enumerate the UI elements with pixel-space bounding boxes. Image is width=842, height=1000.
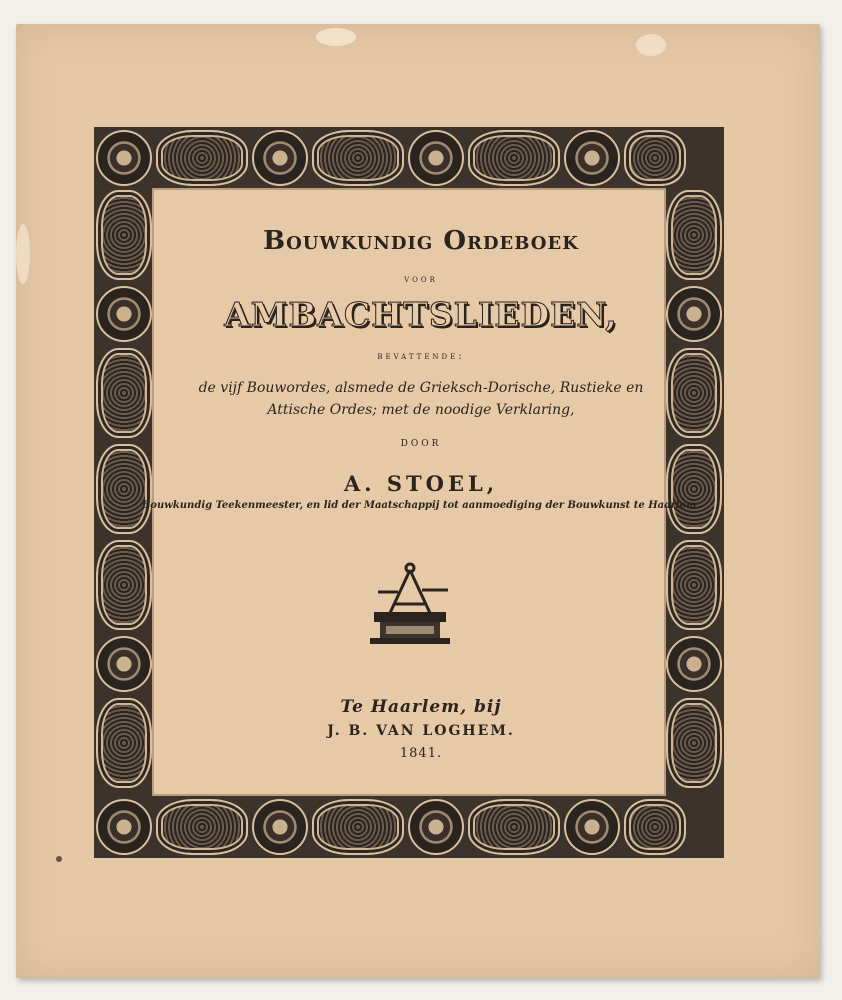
architecture-tools-icon bbox=[368, 560, 452, 650]
rosette-ornament bbox=[252, 130, 308, 186]
floral-cartouche bbox=[156, 799, 248, 855]
rosette-ornament bbox=[408, 130, 464, 186]
paper-stain bbox=[636, 34, 666, 56]
description bbox=[0, 377, 842, 421]
rosette-ornament bbox=[564, 799, 620, 855]
rosette-ornament bbox=[96, 799, 152, 855]
border-top bbox=[94, 127, 688, 189]
rosette-ornament bbox=[96, 130, 152, 186]
rosette-ornament bbox=[252, 799, 308, 855]
paper-stain bbox=[316, 28, 356, 46]
floral-cartouche bbox=[624, 799, 686, 855]
voor-label: voor bbox=[404, 274, 438, 285]
title-line1: Bouwkundig Ordeboek bbox=[263, 226, 579, 256]
floral-cartouche bbox=[624, 130, 686, 186]
rosette-ornament bbox=[564, 130, 620, 186]
floral-cartouche bbox=[96, 540, 152, 630]
floral-cartouche bbox=[666, 540, 722, 630]
border-bottom bbox=[94, 796, 688, 858]
author-description: Bouwkundig Teekenmeester, en lid der Maatschappij tot aanmoediging der Bouwkunst te Haarlem. bbox=[141, 500, 701, 511]
paper-stain bbox=[56, 856, 62, 862]
floral-cartouche bbox=[468, 130, 560, 186]
description-text: de vijf Bouwordes, alsmede de Grieksch-Dorische, Rustieke en Attische Ordes; met de noodige Verklaring, bbox=[198, 380, 644, 418]
floral-cartouche bbox=[468, 799, 560, 855]
floral-cartouche bbox=[156, 130, 248, 186]
door-label: DOOR bbox=[400, 439, 442, 449]
rosette-ornament bbox=[96, 636, 152, 692]
imprint-city: Te Haarlem, bij bbox=[340, 697, 502, 717]
floral-cartouche bbox=[312, 130, 404, 186]
bevattende-label: bevattende: bbox=[377, 351, 465, 362]
publisher-name: J. B. VAN LOGHEM. bbox=[327, 723, 515, 739]
author-name: A. STOEL, bbox=[343, 471, 499, 496]
title-line2: AMBACHTSLIEDEN, bbox=[224, 295, 618, 334]
publication-year: 1841. bbox=[399, 746, 443, 761]
floral-cartouche bbox=[312, 799, 404, 855]
rosette-ornament bbox=[408, 799, 464, 855]
rosette-ornament bbox=[666, 636, 722, 692]
